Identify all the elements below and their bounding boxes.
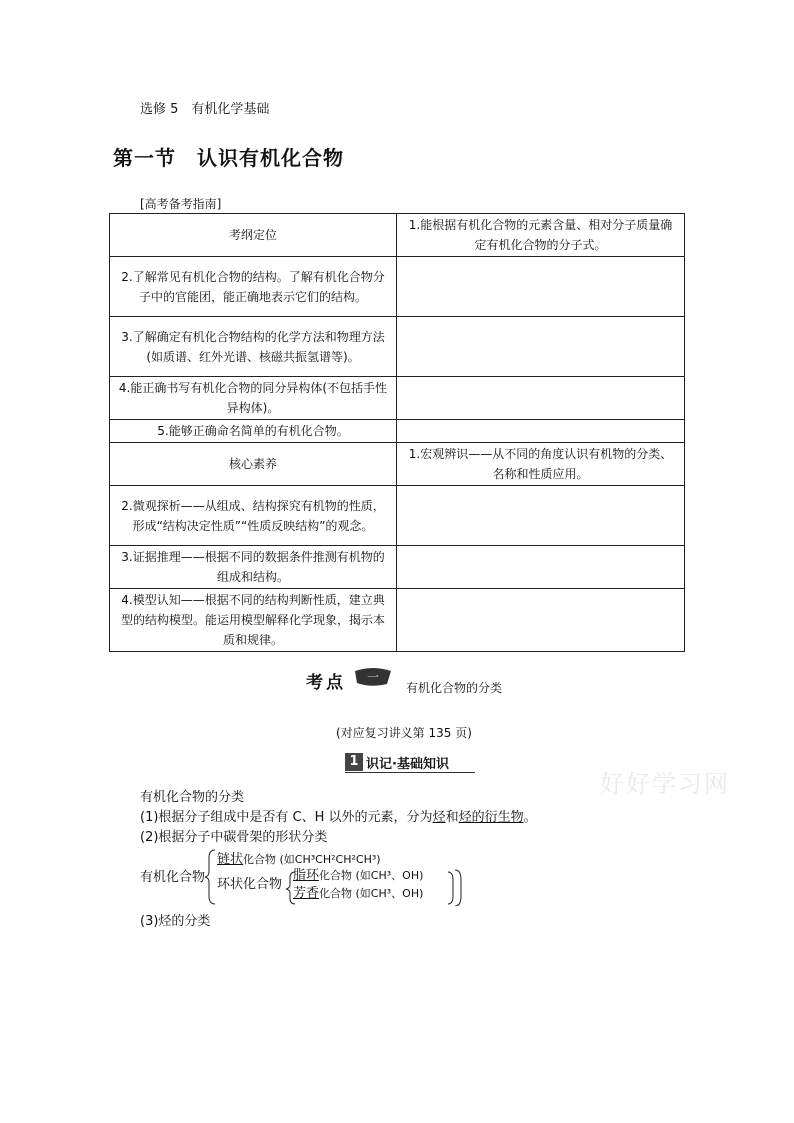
table-cell: 5.能够正确命名简单的有机化合物。 — [110, 420, 397, 443]
paragraph-3: (3)烃的分类 — [140, 914, 211, 929]
table-row — [110, 214, 685, 257]
guide-label: [高考备考指南] — [140, 197, 222, 211]
table-row — [110, 546, 685, 589]
badge-number: 一 — [366, 670, 380, 684]
empty-cell — [397, 377, 685, 420]
table-cell: 1.能根据有机化合物的元素含量、相对分子质量确定有机化合物的分子式。 — [397, 214, 685, 257]
table-cell: 4.能正确书写有机化合物的同分异构体(不包括手性异构体)。 — [110, 377, 397, 420]
hxsy-label-cell: 核心素养 — [110, 443, 397, 486]
empty-cell — [397, 317, 685, 377]
section-text: 识记·基础知识 — [366, 756, 449, 772]
empty-cell — [397, 420, 685, 443]
table-row — [110, 420, 685, 443]
blank-answer: 烃的衍生物 — [458, 810, 524, 825]
kaodian-number-badge — [353, 667, 393, 687]
tree-branch-chain: 链状化合物 (如CH³CH²CH²CH³) — [217, 852, 381, 867]
paragraph-2: (2)根据分子中碳骨架的形状分类 — [140, 830, 328, 845]
empty-cell — [397, 257, 685, 317]
table-row — [110, 377, 685, 420]
table-cell: 4.模型认知——根据不同的结构判断性质，建立典型的结构模型。能运用模型解释化学现象，揭示本质和规律。 — [110, 589, 397, 652]
empty-cell — [397, 486, 685, 546]
book-series-header: 选修 5 有机化学基础 — [140, 102, 270, 117]
table-row — [110, 589, 685, 652]
paragraph-1: (1)根据分子组成中是否有 C、H 以外的元素，分为烃和烃的衍生物。 — [140, 810, 537, 825]
blank-answer: 烃 — [432, 810, 446, 825]
kaodian-label: 考点 — [306, 673, 346, 693]
watermark: 好好学习网 — [600, 770, 730, 798]
tree-branch-ring: 环状化合物 — [217, 877, 283, 892]
table-row — [110, 257, 685, 317]
table-row — [110, 317, 685, 377]
table-cell: 1.宏观辨识——从不同的角度认识有机物的分类、名称和性质应用。 — [397, 443, 685, 486]
table-cell: 2.微观探析——从组成、结构探究有机物的性质，形成“结构决定性质”“性质反映结构”的观念。 — [110, 486, 397, 546]
tree-leaf-alicyclic: 脂环化合物 (如CH³、OH) — [293, 868, 424, 883]
tree-root: 有机化合物 — [140, 870, 206, 885]
page-reference: (对应复习讲义第 135 页) — [336, 726, 472, 740]
table-row — [110, 443, 685, 486]
empty-cell — [397, 589, 685, 652]
empty-cell — [397, 546, 685, 589]
tree-leaf-aromatic: 芳香化合物 (如CH³、OH) — [293, 886, 424, 901]
exam-guide-table — [109, 213, 685, 652]
section-title: 第一节 认识有机化合物 — [113, 146, 344, 170]
table-row — [110, 486, 685, 546]
kgdw-label-cell: 考纲定位 — [110, 214, 397, 257]
table-cell: 3.了解确定有机化合物结构的化学方法和物理方法(如质谱、红外光谱、核磁共振氢谱等)。 — [110, 317, 397, 377]
section-banner — [345, 752, 449, 772]
table-cell: 3.证据推理——根据不同的数据条件推测有机物的组成和结构。 — [110, 546, 397, 589]
section-number: 1 — [345, 753, 363, 771]
section-underline — [345, 772, 475, 773]
kaodian-title: 有机化合物的分类 — [406, 681, 503, 695]
table-cell: 2.了解常见有机化合物的结构。了解有机化合物分子中的官能团，能正确地表示它们的结构。 — [110, 257, 397, 317]
content-heading: 有机化合物的分类 — [140, 790, 245, 805]
